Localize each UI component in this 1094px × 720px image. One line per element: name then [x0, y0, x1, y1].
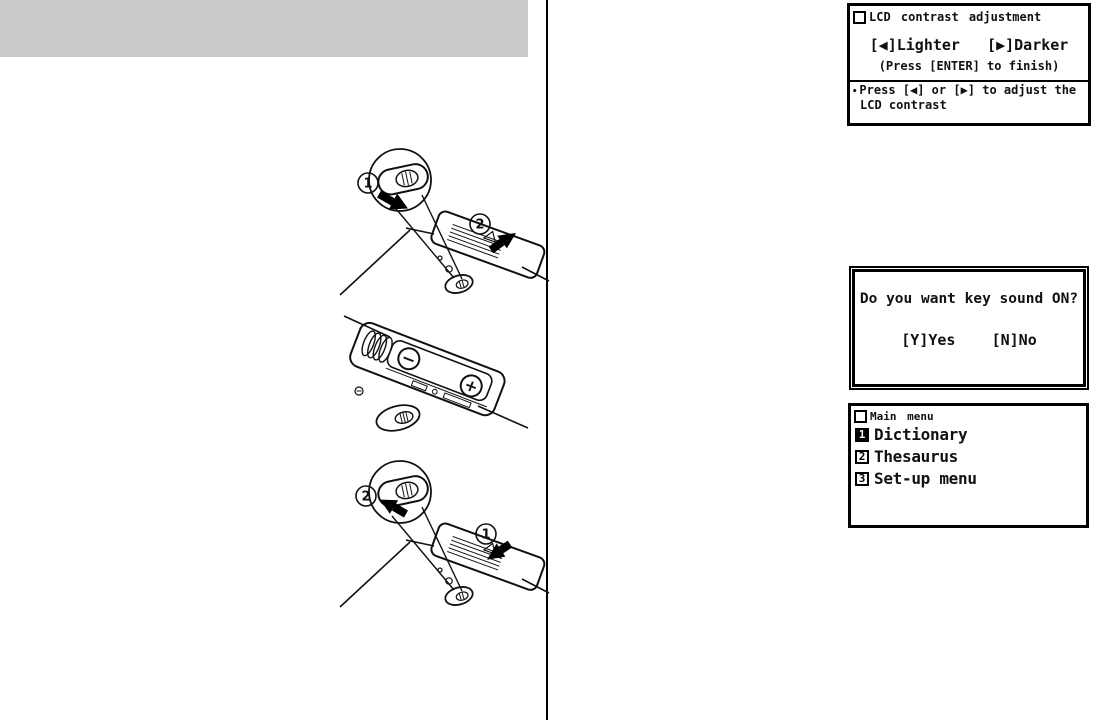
note-line-1: Press [◀] or [▶] to adjust the — [859, 83, 1077, 97]
contrast-enter-hint: (Press [ENTER] to finish) — [878, 59, 1060, 73]
latch-switch-small — [443, 272, 475, 296]
screen-divider-line — [850, 80, 1088, 82]
key-sound-inner-frame — [852, 269, 1086, 387]
step-number: 1 — [363, 176, 373, 192]
contrast-note — [852, 84, 1086, 112]
lcd-screen-contrast — [847, 3, 1091, 126]
menu-item-label: Dictionary — [874, 425, 968, 444]
step-number: 1 — [481, 527, 491, 543]
case-dot — [438, 256, 442, 260]
latch-switch — [374, 401, 422, 435]
step-2-callout — [356, 486, 406, 514]
menu-item-label: Set-up menu — [874, 469, 977, 488]
screen-title-row — [853, 10, 1088, 24]
menu-number-box: 3 — [855, 472, 869, 486]
battery-plus-terminal — [458, 372, 485, 399]
menu-item-setup-menu — [855, 468, 1086, 489]
slide-latch-arrow — [380, 500, 406, 514]
note-line-2: LCD contrast — [860, 98, 947, 112]
battery-compartment — [347, 320, 507, 418]
lcd-screen-key-sound — [849, 266, 1089, 390]
illustration-close-battery-cover — [336, 450, 551, 625]
step-1-callout — [476, 524, 510, 560]
menu-item-dictionary — [855, 424, 1086, 445]
illustration-open-battery-cover — [336, 138, 551, 308]
menu-item-label: Thesaurus — [874, 447, 958, 466]
contrast-keys-line: [◀]Lighter [▶]Darker — [869, 36, 1069, 54]
battery-minus-terminal — [395, 345, 422, 373]
list-square-icon — [854, 410, 867, 423]
menu-number-box: 2 — [855, 450, 869, 464]
menu-number-box: 1 — [855, 428, 869, 442]
menu-item-thesaurus — [855, 446, 1086, 467]
bullet-icon: • — [852, 87, 858, 97]
list-square-icon — [853, 11, 866, 24]
key-sound-options: [Y]Yes [N]No — [901, 331, 1037, 349]
lcd-screen-main-menu — [848, 403, 1089, 528]
header-bar — [0, 0, 528, 57]
plus-symbol: + — [461, 374, 481, 398]
key-sound-question: Do you want key sound ON? — [859, 291, 1079, 307]
step-number: 2 — [361, 489, 371, 505]
latch-switch-small — [443, 584, 475, 608]
minus-symbol: − — [398, 347, 419, 372]
screen-title-row — [854, 410, 1086, 423]
illustration-battery-compartment — [330, 312, 530, 452]
case-dot — [438, 568, 442, 572]
spring-coil — [359, 329, 394, 363]
screen-title: Main menu — [870, 410, 934, 423]
case-screw — [355, 387, 363, 395]
latch-switch-magnified — [376, 162, 430, 197]
step-number: 2 — [475, 217, 485, 233]
screen-title: LCD contrast adjustment — [869, 10, 1042, 24]
